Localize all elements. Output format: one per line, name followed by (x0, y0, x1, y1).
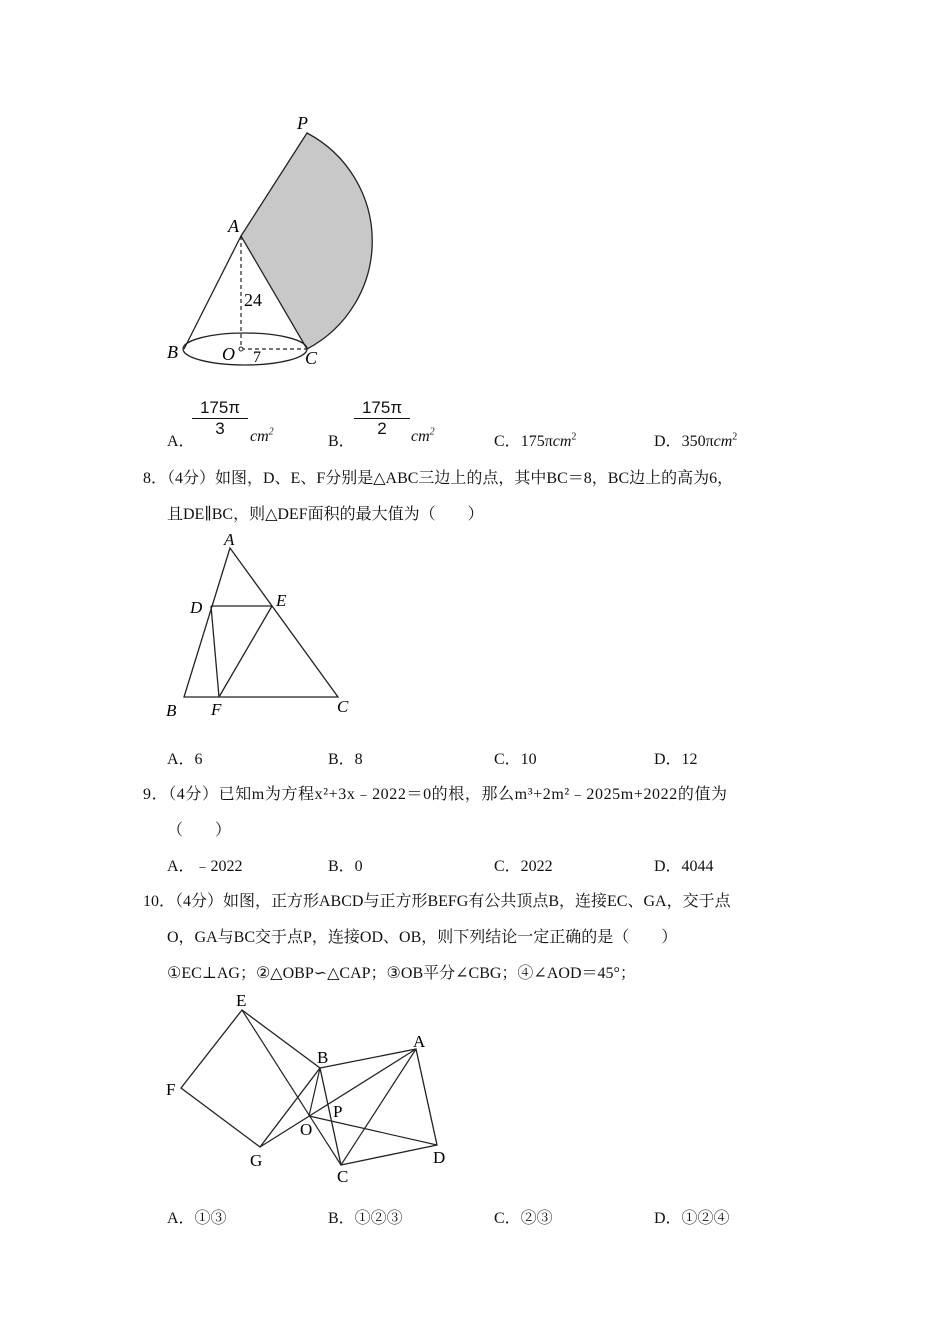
label-C: C (305, 348, 318, 368)
label-D: D (190, 598, 203, 617)
segment-EF (219, 606, 272, 697)
label-D: D (433, 1148, 446, 1167)
label-B: B (317, 1048, 329, 1067)
label-B: B (166, 701, 177, 720)
label-P: P (333, 1102, 343, 1121)
cone-left-edge (184, 236, 241, 349)
option-d[interactable]: D．350πcm$^2$ (654, 431, 738, 450)
segment-GA (260, 1049, 416, 1147)
option-a-numerator: 175π (192, 398, 248, 419)
q9-option-a[interactable]: A．﹣2022 (167, 858, 243, 875)
q10-option-c[interactable]: C．②③ (494, 1210, 553, 1227)
label-C: C (337, 1167, 349, 1186)
label-C: C (337, 697, 349, 716)
segment-DF (211, 606, 219, 697)
q10-conclusions: ①EC⊥AG；②△OBP∽△CAP；③OB平分∠CBG；④∠AOD＝45°； (167, 965, 636, 982)
q9-stem-line2: （ ） (167, 822, 232, 839)
option-b-fraction[interactable] (354, 398, 410, 439)
q10-stem-line2: O，GA与BC交于点P，连接OD、OB，则下列结论一定正确的是（ ） (167, 929, 678, 946)
segment-OD (309, 1116, 437, 1145)
q10-option-a[interactable]: A．①③ (167, 1210, 227, 1227)
label-E: E (276, 591, 287, 610)
q10-stem-line1: 10．（4分）如图，正方形ABCD与正方形BEFG有公共顶点B，连接EC、GA，交于点 (143, 893, 731, 910)
triangle-ABC (184, 548, 338, 697)
triangle-figure (160, 528, 360, 724)
q9-option-b[interactable]: B．0 (328, 858, 363, 875)
label-A: A (413, 1032, 426, 1051)
label-radius: 7 (253, 349, 261, 366)
q8-stem-line2: 且DE∥BC，则△DEF面积的最大值为（ ） (167, 506, 484, 523)
option-b-letter[interactable]: B． (328, 433, 355, 450)
q8-option-b[interactable]: B．8 (328, 751, 363, 768)
option-a-fraction[interactable] (192, 398, 248, 439)
q8-stem-line1: 8．（4分）如图，D、E、F分别是△ABC三边上的点，其中BC＝8，BC边上的高为6， (143, 470, 734, 487)
option-a-letter[interactable]: A． (167, 433, 195, 450)
q8-option-d[interactable]: D．12 (654, 751, 698, 768)
option-b-numerator: 175π (354, 398, 410, 419)
q9-option-d[interactable]: D．4044 (654, 858, 714, 875)
shaded-sector (241, 133, 372, 349)
segment-AC (341, 1049, 416, 1165)
cone-figure (150, 105, 400, 380)
option-c[interactable]: C．175πcm$^2$ (494, 431, 577, 450)
label-A: A (224, 530, 235, 549)
q10-option-d[interactable]: D．①②④ (654, 1210, 730, 1227)
option-b-unit: $cm^2$ (411, 426, 435, 445)
q9-option-c[interactable]: C．2022 (494, 858, 553, 875)
label-E: E (236, 991, 247, 1010)
label-F: F (166, 1080, 176, 1099)
q10-option-b[interactable]: B．①②③ (328, 1210, 403, 1227)
center-point (239, 347, 243, 351)
label-A: A (228, 216, 239, 236)
q8-option-a[interactable]: A．6 (167, 751, 203, 768)
label-B: B (167, 342, 178, 362)
option-a-unit: $cm^2$ (250, 426, 274, 445)
q8-option-c[interactable]: C．10 (494, 751, 537, 768)
label-G: G (250, 1151, 263, 1170)
option-a-denominator: 3 (215, 419, 225, 438)
label-O: O (222, 344, 235, 364)
label-height: 24 (244, 290, 262, 310)
segment-EC (242, 1010, 341, 1165)
squares-figure (160, 988, 460, 1188)
label-P: P (297, 113, 308, 133)
label-O: O (300, 1120, 313, 1139)
option-b-denominator: 2 (377, 419, 387, 438)
q9-stem-line1: 9．（4分）已知m为方程x²+3x﹣2022＝0的根，那么m³+2m²﹣2025m+2022的值为 (143, 786, 728, 803)
label-F: F (211, 700, 222, 719)
